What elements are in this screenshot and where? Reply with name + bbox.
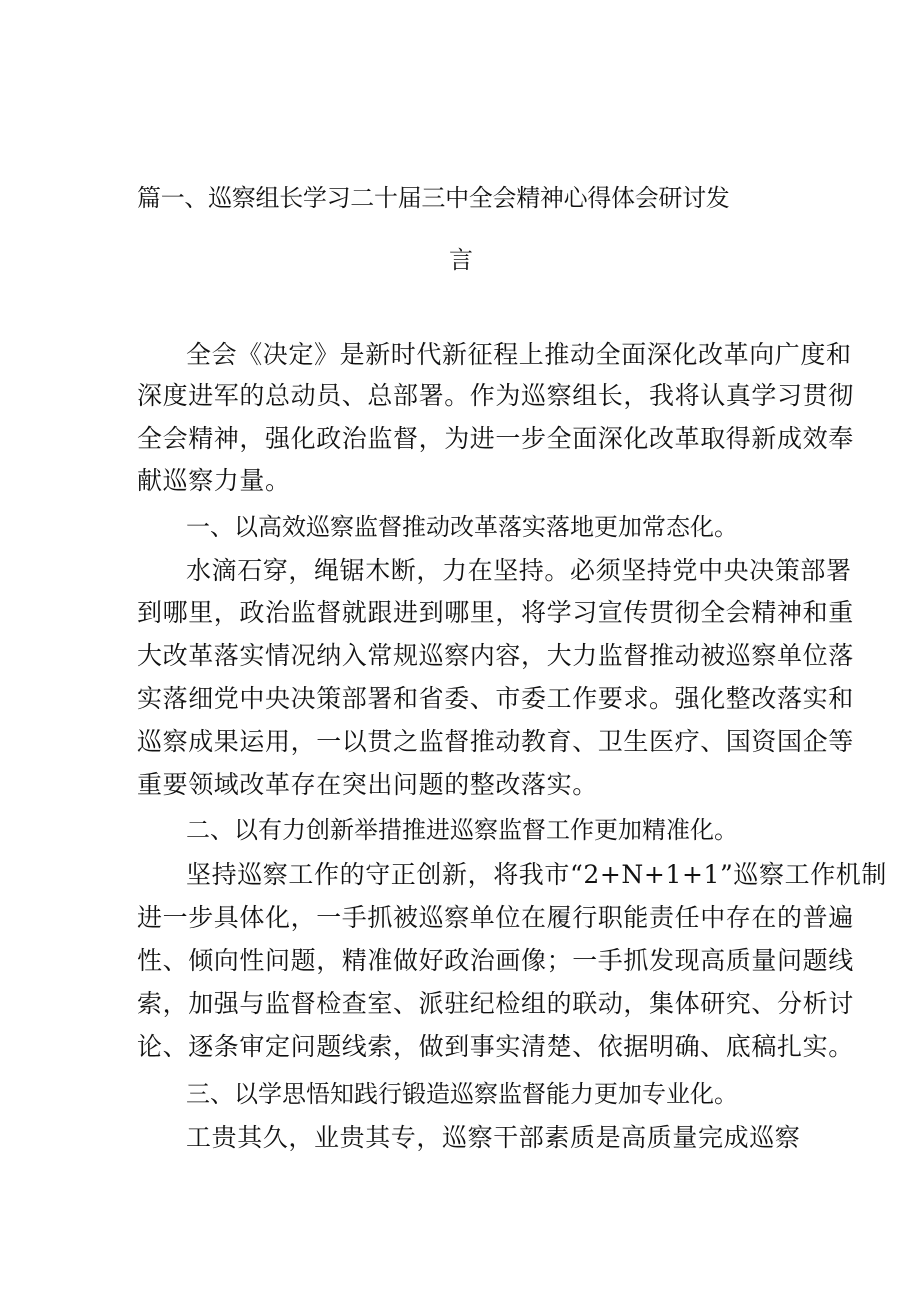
paragraph-line: 索，加强与监督检查室、派驻纪检组的联动，集体研究、分析讨: [137, 989, 854, 1018]
paragraph-line: 到哪里，政治监督就跟进到哪里，将学习宣传贯彻全会精神和重: [137, 598, 854, 627]
intro-line: 全会《决定》是新时代新征程上推动全面深化改革向广度和: [186, 340, 852, 369]
paragraph-line: 工贵其久，业贵其专，巡察干部素质是高质量完成巡察: [186, 1123, 801, 1152]
paragraph-line: 性、倾向性问题，精准做好政治画像；一手抓发现高质量问题线: [137, 946, 854, 975]
paragraph-line: 大改革落实情况纳入常规巡察内容，大力监督推动被巡察单位落: [137, 641, 854, 670]
paragraph-line: 巡察成果运用，一以贯之监督推动教育、卫生医疗、国资国企等: [137, 727, 854, 756]
document-title-line-2: 言: [449, 246, 473, 274]
intro-line: 深度进军的总动员、总部署。作为巡察组长，我将认真学习贯彻: [137, 381, 854, 410]
paragraph-line: 进一步具体化，一手抓被巡察单位在履行职能责任中存在的普遍: [137, 903, 854, 932]
section-heading: 二、以有力创新举措推进巡察监督工作更加精准化。: [186, 816, 738, 844]
paragraph-line: 实落细党中央决策部署和省委、市委工作要求。强化整改落实和: [137, 684, 854, 713]
paragraph-line: 坚持巡察工作的守正创新，将我市“2+N+1+1”巡察工作机制: [186, 860, 887, 889]
paragraph-line: 论、逐条审定问题线索，做到事实清楚、依据明确、底稿扎实。: [137, 1032, 854, 1061]
paragraph-line: 水滴石穿，绳锯木断，力在坚持。必须坚持党中央决策部署: [186, 556, 852, 585]
document-title-line-1: 篇一、巡察组长学习二十届三中全会精神心得体会研讨发: [137, 184, 730, 212]
section-heading: 一、以高效巡察监督推动改革落实落地更加常态化。: [186, 513, 738, 541]
intro-line: 献巡察力量。: [137, 466, 291, 495]
intro-line: 全会精神，强化政治监督，为进一步全面深化改革取得新成效奉: [137, 424, 854, 453]
paragraph-line: 重要领域改革存在突出问题的整改落实。: [137, 770, 598, 799]
section-heading: 三、以学思悟知践行锻造巡察监督能力更加专业化。: [186, 1080, 738, 1108]
